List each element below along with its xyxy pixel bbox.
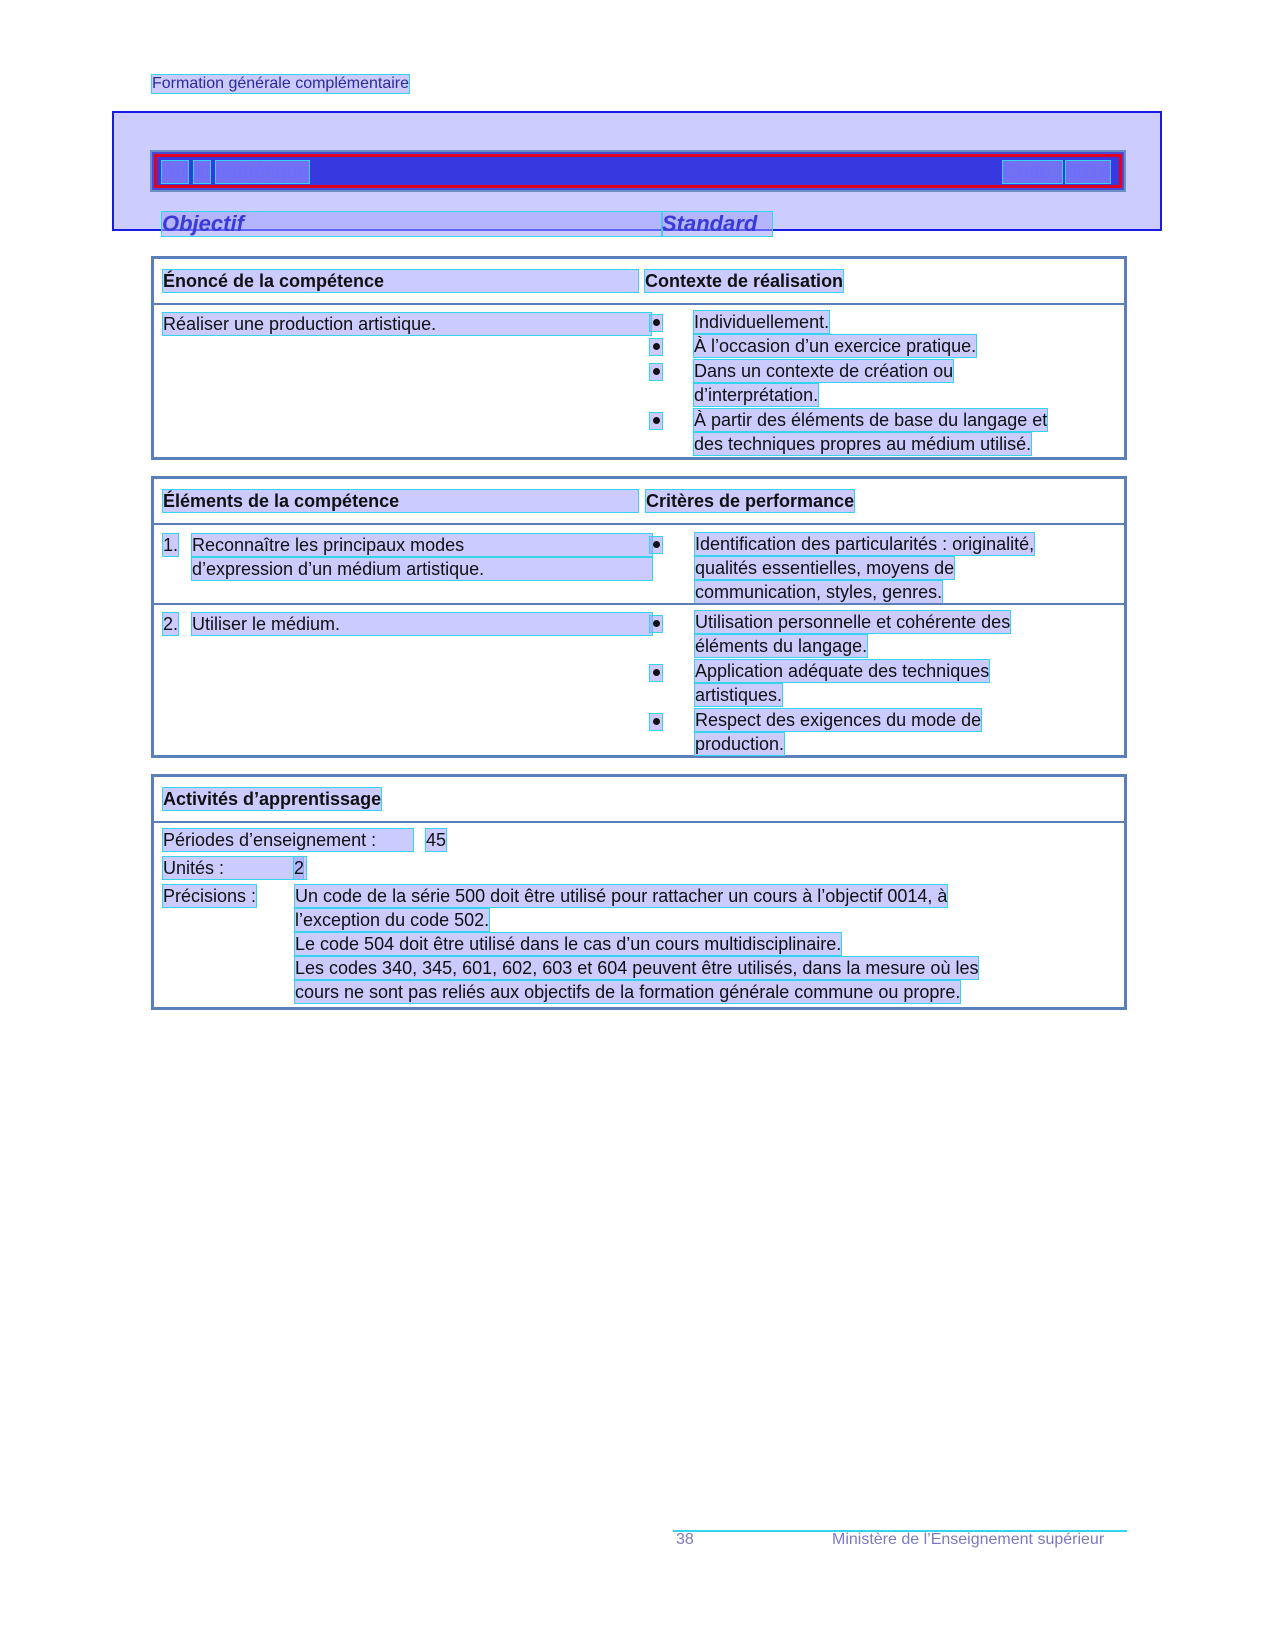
- criterion: Utilisation personnelle et cohérente des: [695, 612, 1011, 632]
- periods-value: 45: [426, 830, 447, 850]
- context-item-cont: d’interprétation.: [694, 385, 819, 405]
- element-row: [154, 603, 1124, 757]
- course-title-word: esthétique: [216, 161, 309, 183]
- criterion: Application adéquate des techniques: [695, 661, 990, 681]
- element-number: 2.: [163, 614, 179, 634]
- bullet-icon: [650, 714, 662, 730]
- code-value: 0014: [1065, 161, 1111, 183]
- subhead-standard: [662, 212, 772, 236]
- context-item-cont: des techniques propres au médium utilisé.: [694, 434, 1032, 454]
- criterion-cont: communication, styles, genres.: [695, 582, 943, 602]
- activities-heading: Activités d’apprentissage: [163, 789, 382, 809]
- activities-body: [154, 823, 1124, 1009]
- criterion-cont: qualités essentielles, moyens de: [695, 558, 955, 578]
- criterion: Respect des exigences du mode de: [695, 710, 982, 730]
- context-item: Individuellement.: [694, 312, 830, 332]
- element-text: Utiliser le médium.: [192, 613, 652, 635]
- course-title-word: et: [193, 161, 211, 183]
- precision-line: Le code 504 doit être utilisé dans le cas d’un cours multidisciplinaire.: [295, 934, 842, 954]
- code-label: Code :: [1003, 161, 1062, 183]
- running-header: Formation générale complémentaire: [152, 75, 410, 92]
- context-item: À l’occasion d’un exercice pratique.: [694, 336, 977, 356]
- bullet-icon: [650, 665, 662, 681]
- criterion-cont: éléments du langage.: [695, 636, 868, 656]
- bullet-icon: [650, 616, 662, 632]
- bullet-icon: [650, 413, 662, 429]
- competence-panel: [151, 256, 1127, 460]
- bullet-icon: [650, 339, 662, 355]
- context-item: Dans un contexte de création ou: [694, 361, 954, 381]
- course-title: [162, 161, 315, 183]
- criterion-cont: production.: [695, 734, 785, 754]
- element-text-cont: d’expression d’un médium artistique.: [192, 558, 652, 580]
- precision-line: Un code de la série 500 doit être utilisé pour rattacher un cours à l’objectif 0014, à: [295, 886, 948, 906]
- periods-label: Périodes d’enseignement :: [163, 829, 413, 851]
- precision-line: Les codes 340, 345, 601, 602, 603 et 604 peuvent être utilisés, dans la mesure où les: [295, 958, 979, 978]
- activities-panel: [151, 774, 1127, 1010]
- competence-heading: Énoncé de la compétence: [163, 270, 638, 292]
- page-number: 38: [676, 1531, 694, 1548]
- bullet-icon: [650, 315, 662, 331]
- bullet-icon: [650, 537, 662, 553]
- competence-row: [154, 305, 1124, 457]
- criterion-cont: artistiques.: [695, 685, 783, 705]
- precision-line: l’exception du code 502.: [295, 910, 490, 930]
- context-item: À partir des éléments de base du langage et: [694, 410, 1048, 430]
- competence-panel-head: [154, 259, 1124, 305]
- competence-statement: Réaliser une production artistique.: [163, 313, 651, 335]
- precisions-label: Précisions :: [163, 886, 257, 906]
- element-number: 1.: [163, 535, 179, 555]
- criterion: Identification des particularités : originalité,: [695, 534, 1035, 554]
- elements-heading: Éléments de la compétence: [163, 490, 638, 512]
- subhead-standard-label: Standard: [662, 211, 758, 236]
- element-text: Reconnaître les principaux modes: [192, 534, 652, 556]
- units-value: 2: [294, 858, 305, 878]
- subhead-objectif-label: Objectif: [162, 211, 244, 236]
- course-title-word: Art: [162, 161, 188, 183]
- criteria-heading: Critères de performance: [646, 491, 855, 511]
- elements-panel: [151, 476, 1127, 758]
- context-heading: Contexte de réalisation: [645, 271, 844, 291]
- course-code: [1003, 161, 1110, 183]
- ministry-name: Ministère de l’Enseignement supérieur: [832, 1531, 1105, 1548]
- units-label: Unités :: [163, 857, 303, 879]
- elements-panel-head: [154, 479, 1124, 525]
- subhead-objectif: [162, 212, 662, 236]
- precision-line: cours ne sont pas reliés aux objectifs de la formation générale commune ou propre.: [295, 982, 961, 1002]
- bullet-icon: [650, 364, 662, 380]
- activities-panel-head: [154, 777, 1124, 823]
- element-row: [154, 525, 1124, 603]
